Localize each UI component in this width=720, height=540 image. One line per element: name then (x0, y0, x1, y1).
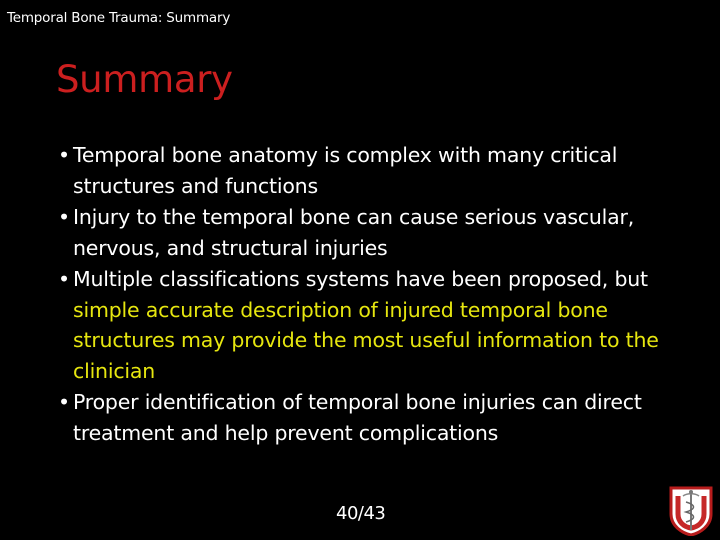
bullet-text: Injury to the temporal bone can cause serious vascular, nervous, and structural injuries (73, 205, 635, 260)
bullet-item (56, 387, 696, 448)
bullet-dot-icon: • (58, 390, 70, 414)
slide-title: Summary (56, 58, 233, 101)
bullet-text: Multiple classifications systems have been proposed, but (73, 267, 648, 291)
bullet-item (56, 202, 696, 263)
slide-header-title: Temporal Bone Trauma: Summary (7, 10, 231, 26)
bullet-text: Proper identification of temporal bone injuries can direct treatment and help prevent complications (73, 390, 642, 445)
bullet-text: Temporal bone anatomy is complex with many critical structures and functions (73, 143, 618, 198)
bullet-dot-icon: • (58, 267, 70, 291)
bullet-highlight-text: simple accurate description of injured temporal bone structures may provide the most useful information to the clinician (73, 297, 659, 383)
bullet-list (56, 140, 696, 449)
bullet-item (56, 140, 696, 201)
bullet-dot-icon: • (58, 143, 70, 167)
page-number: 40/43 (336, 503, 386, 524)
medical-caduceus-shield-icon (668, 484, 714, 536)
bullet-dot-icon: • (58, 205, 70, 229)
bullet-item (56, 264, 696, 386)
